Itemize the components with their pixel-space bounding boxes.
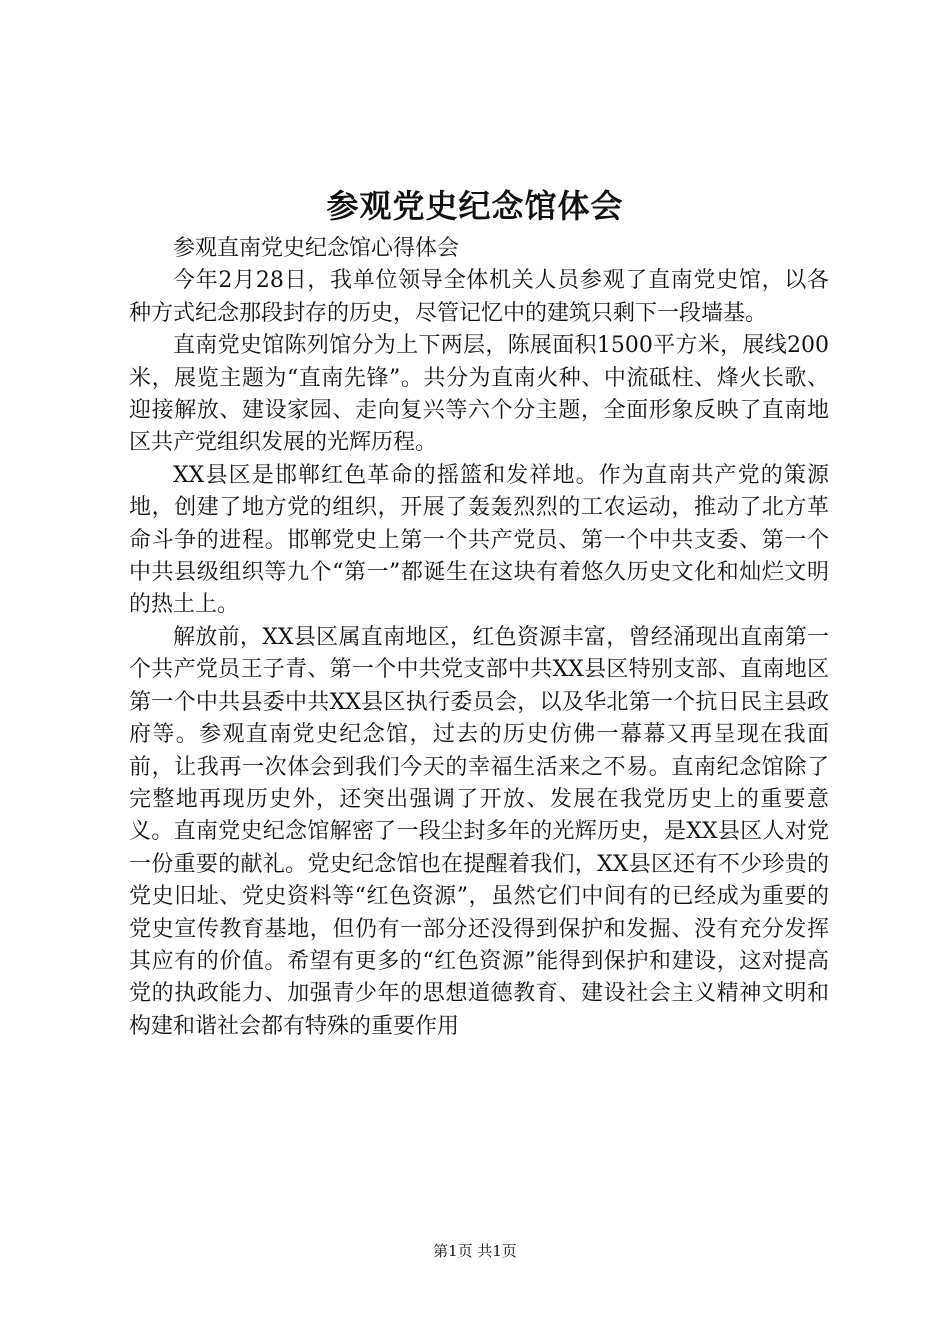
document-subtitle: 参观直南党史纪念馆心得体会 <box>173 236 460 261</box>
paragraph: 直南党史馆陈列馆分为上下两层，陈展面积1500平方米，展线200米，展览主题为“直南先锋”。共分为直南火种、中流砥柱、烽火长歌、迎接解放、建设家园、走向复兴等六个分主题，全面形象反映了直南地区共产党组织发展的光辉历程。 <box>129 333 829 456</box>
document-body <box>129 233 829 1043</box>
document-title: 参观党史纪念馆体会 <box>326 187 624 225</box>
paragraph: 解放前，XX县区属直南地区，红色资源丰富，曾经涌现出直南第一个共产党员王子青、第一个中共党支部中共XX县区特别支部、直南地区第一个中共县委中共XX县区执行委员会，以及华北第一个抗日民主县政府等。参观直南党史纪念馆，过去的历史仿佛一幕幕又再呈现在我面前，让我再一次体会到我们今天的幸福生活来之不易。直南纪念馆除了完整地再现历史外，还突出强调了开放、发展在我党历史上的重要意义。直南党史纪念馆解密了一段尘封多年的光辉历史，是XX县区人对党一份重要的献礼。党史纪念馆也在提醒着我们，XX县区还有不少珍贵的党史旧址、党史资料等“红色资源”，虽然它们中间有的已经成为重要的党史宣传教育基地，但仍有一部分还没得到保护和发掘、没有充分发挥其应有的价值。希望有更多的“红色资源”能得到保护和建设，这对提高党的执政能力、加强青少年的思想道德教育、建设社会主义精神文明和构建和谐社会都有特殊的重要作用 <box>129 624 829 1039</box>
page-footer: 第1页 共1页 <box>433 1242 517 1260</box>
paragraph: 今年2月28日，我单位领导全体机关人员参观了直南党史馆，以各种方式纪念那段封存的历史，尽管记忆中的建筑只剩下一段墙基。 <box>129 268 829 326</box>
paragraph: XX县区是邯郸红色革命的摇篮和发祥地。作为直南共产党的策源地，创建了地方党的组织，开展了轰轰烈烈的工农运动，推动了北方革命斗争的进程。邯郸党史上第一个共产党员、第一个中共支委、第一个中共县级组织等九个“第一”都诞生在这块有着悠久历史文化和灿烂文明的热土上。 <box>129 462 829 618</box>
